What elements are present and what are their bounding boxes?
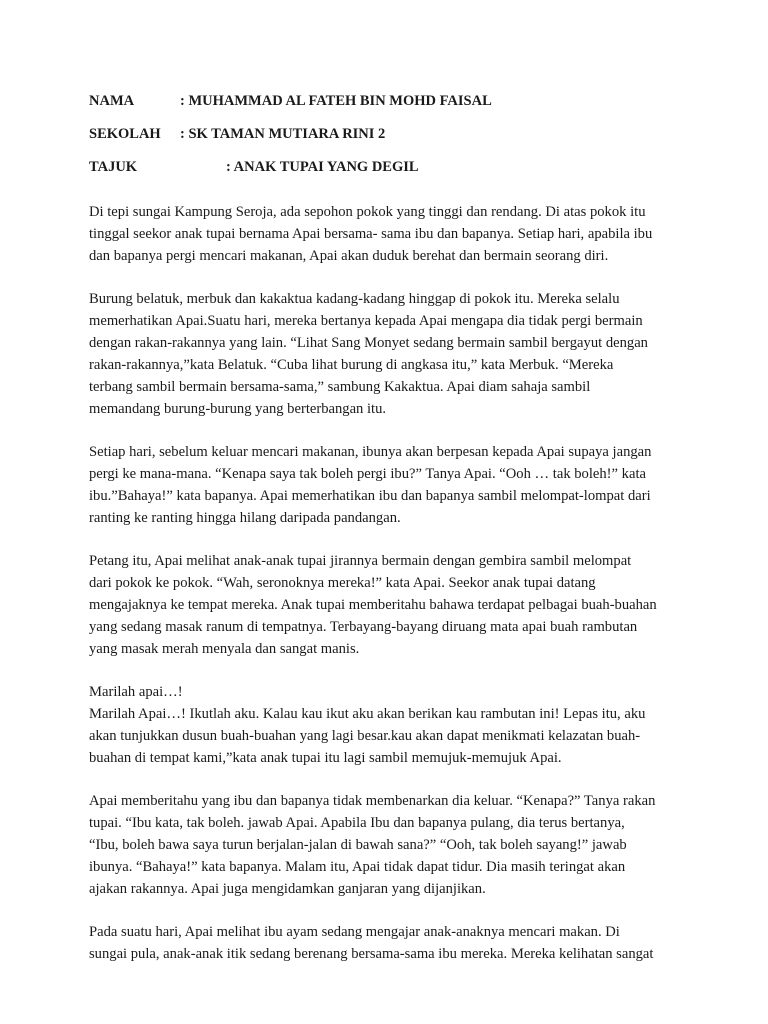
text-line: akan tunjukkan dusun buah-buahan yang lagi besar.kau akan dapat menikmati kelazatan buah- [89, 728, 641, 744]
text-line: sungai pula, anak-anak itik sedang berenang bersama-sama ibu mereka. Mereka kelihatan sangat [89, 946, 654, 962]
paragraph-2 [89, 288, 698, 420]
header-nama-row [89, 91, 698, 111]
text-line: Pada suatu hari, Apai melihat ibu ayam sedang mengajar anak-anaknya mencari makan. Di [89, 924, 620, 940]
tajuk-label: TAJUK [89, 159, 138, 175]
text-line: memandang burung-burung yang berterbangan itu. [89, 401, 387, 417]
text-line: rakan-rakannya,”kata Belatuk. “Cuba lihat burung di angkasa itu,” kata Merbuk. “Mereka [89, 357, 614, 373]
text-line: Apai memberitahu yang ibu dan bapanya tidak membenarkan dia keluar. “Kenapa?” Tanya rakan [89, 793, 656, 809]
text-line: buahan di tempat kami,”kata anak tupai itu lagi sambil memujuk-memujuk Apai. [89, 750, 562, 766]
text-line: tupai. “Ibu kata, tak boleh. jawab Apai. Apabila Ibu dan bapanya pulang, dia terus bertanya, [89, 815, 625, 831]
text-line: Setiap hari, sebelum keluar mencari makanan, ibunya akan berpesan kepada Apai supaya jangan [89, 444, 652, 460]
text-line: terbang sambil bermain bersama-sama,” sambung Kakaktua. Apai diam sahaja sambil [89, 379, 591, 395]
text-line: dan bapanya pergi mencari makanan, Apai akan duduk berehat dan bermain seorang diri. [89, 248, 609, 264]
paragraph-5 [89, 681, 698, 769]
text-line: “Ibu, boleh bawa saya turun berjalan-jalan di bawah sana?” “Ooh, tak boleh sayang!” jawab [89, 837, 627, 853]
text-line: tinggal seekor anak tupai bernama Apai bersama- sama ibu dan bapanya. Setiap hari, apabila ibu [89, 226, 653, 242]
paragraph-7 [89, 921, 698, 965]
text-line: Marilah apai…! [89, 684, 183, 700]
text-line: ibunya. “Bahaya!” kata bapanya. Malam itu, Apai tidak dapat tidur. Dia masih teringat akan [89, 859, 626, 875]
nama-value: : MUHAMMAD AL FATEH BIN MOHD FAISAL [180, 93, 492, 109]
text-line: Burung belatuk, merbuk dan kakaktua kadang-kadang hinggap di pokok itu. Mereka selalu [89, 291, 620, 307]
text-line: pergi ke mana-mana. “Kenapa saya tak boleh pergi ibu?” Tanya Apai. “Ooh … tak boleh!” kata [89, 466, 646, 482]
text-line: dari pokok ke pokok. “Wah, seronoknya mereka!” kata Apai. Seekor anak tupai datang [89, 575, 596, 591]
text-line: mengajaknya ke tempat mereka. Anak tupai memberitahu bahawa terdapat pelbagai buah-buahan [89, 597, 657, 613]
sekolah-label: SEKOLAH [89, 126, 161, 142]
text-line: yang masak merah menyala dan sangat manis. [89, 641, 360, 657]
story-body [89, 201, 698, 965]
text-line: Marilah Apai…! Ikutlah aku. Kalau kau ikut aku akan berikan kau rambutan ini! Lepas itu, aku [89, 706, 646, 722]
paragraph-3 [89, 441, 698, 529]
paragraph-6 [89, 790, 698, 900]
nama-label: NAMA [89, 93, 135, 109]
text-line: Di tepi sungai Kampung Seroja, ada sepohon pokok yang tinggi dan rendang. Di atas pokok itu [89, 204, 646, 220]
paragraph-4 [89, 550, 698, 660]
tajuk-value: : ANAK TUPAI YANG DEGIL [226, 159, 419, 175]
text-line: Petang itu, Apai melihat anak-anak tupai jirannya bermain dengan gembira sambil melompat [89, 553, 632, 569]
text-line: dengan rakan-rakannya yang lain. “Lihat Sang Monyet sedang bermain sambil bergayut dengan [89, 335, 648, 351]
header-sekolah-row [89, 124, 698, 144]
header-tajuk-row [89, 157, 698, 177]
text-line: yang sedang masak ranum di tempatnya. Terbayang-bayang diruang mata apai buah rambutan [89, 619, 638, 635]
text-line: ibu.”Bahaya!” kata bapanya. Apai memerhatikan ibu dan bapanya sambil melompat-lompat dari [89, 488, 651, 504]
text-line: ajakan rakannya. Apai juga mengidamkan ganjaran yang dijanjikan. [89, 881, 486, 897]
text-line: ranting ke ranting hingga hilang daripada pandangan. [89, 510, 401, 526]
sekolah-value: : SK TAMAN MUTIARA RINI 2 [180, 126, 386, 142]
text-line: memerhatikan Apai.Suatu hari, mereka bertanya kepada Apai mengapa dia tidak pergi bermain [89, 313, 643, 329]
paragraph-1 [89, 201, 698, 267]
